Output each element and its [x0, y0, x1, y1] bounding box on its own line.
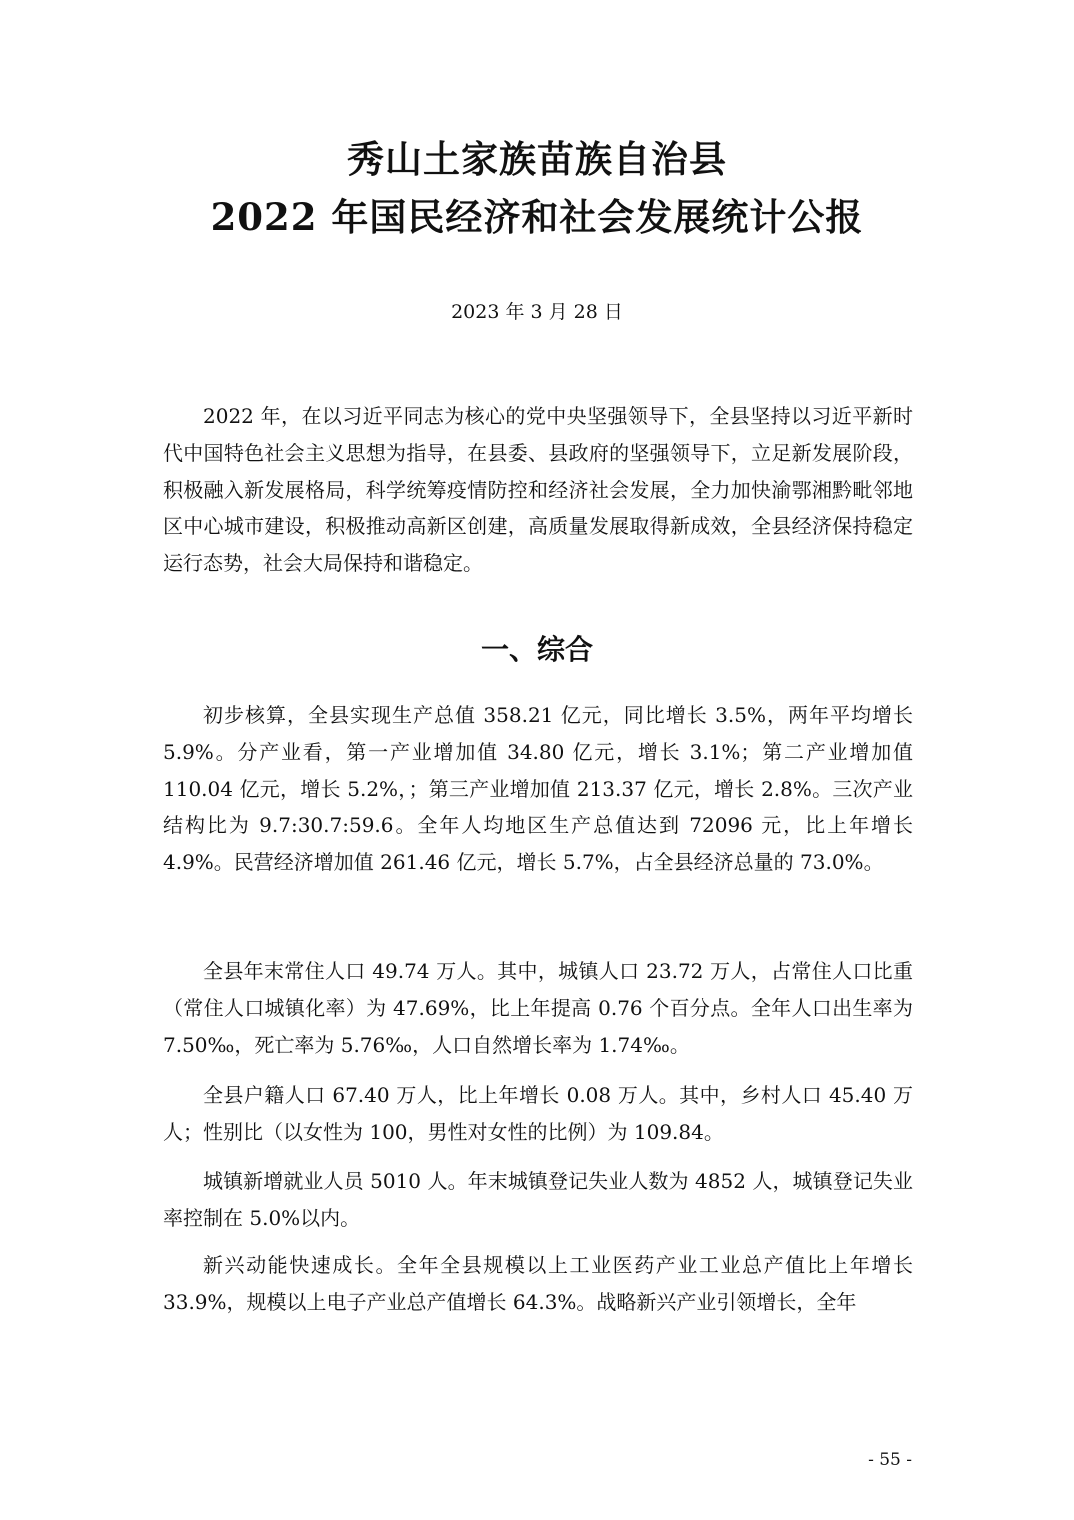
- household-population-paragraph: 全县户籍人口 67.40 万人，比上年增长 0.08 万人。其中，乡村人口 45.40 万人；性别比（以女性为 100，男性对女性的比例）为 109.84。: [163, 1083, 913, 1144]
- intro-paragraph: 2022 年，在以习近平同志为核心的党中央坚强领导下，全县坚持以习近平新时代中国特色社会主义思想为指导，在县委、县政府的坚强领导下，立足新发展阶段，积极融入新发展格局，科学统筹疫情防控和经济社会发展，全力加快渝鄂湘黔毗邻地区中心城市建设，积极推动高新区创建，高质量发展取得新成效，全县经济保持稳定运行态势，社会大局保持和谐稳定。: [163, 404, 913, 576]
- section-heading: 一、综合: [480, 633, 593, 666]
- emerging-industry-paragraph: 新兴动能快速成长。全年全县规模以上工业医药产业工业总产值比上年增长 33.9%，规模以上电子产业总产值增长 64.3%。战略新兴产业引领增长，全年: [163, 1253, 913, 1314]
- title-line-2: 2022 年国民经济和社会发展统计公报: [210, 195, 864, 239]
- document-title: [0, 130, 1074, 246]
- publication-date: 2023 年 3 月 28 日: [451, 301, 623, 323]
- page-number: - 55 -: [868, 1450, 912, 1470]
- employment-paragraph: 城镇新增就业人员 5010 人。年末城镇登记失业人数为 4852 人，城镇登记失业率控制在 5.0%以内。: [163, 1169, 913, 1230]
- gdp-paragraph: 初步核算，全县实现生产总值 358.21 亿元，同比增长 3.5%，两年平均增长 5.9%。分产业看，第一产业增加值 34.80 亿元，增长 3.1%；第二产业增加值 110.04 亿元，增长 5.2%，；第三产业增加值 213.37 亿元，增长 2.8%。三次产业结构比为 9.7:30.7:59.6。全年人均地区生产总值达到 72096 元，比上年增长 4.9%。民营经济增加值 261.46 亿元，增长 5.7%，占全县经济总量的 73.0%。: [163, 703, 913, 875]
- population-paragraph: 全县年末常住人口 49.74 万人。其中，城镇人口 23.72 万人，占常住人口比重（常住人口城镇化率）为 47.69%，比上年提高 0.76 个百分点。全年人口出生率为 7.50‰，死亡率为 5.76‰，人口自然增长率为 1.74‰。: [163, 959, 913, 1057]
- title-line-1: 秀山土家族苗族自治县: [347, 137, 727, 181]
